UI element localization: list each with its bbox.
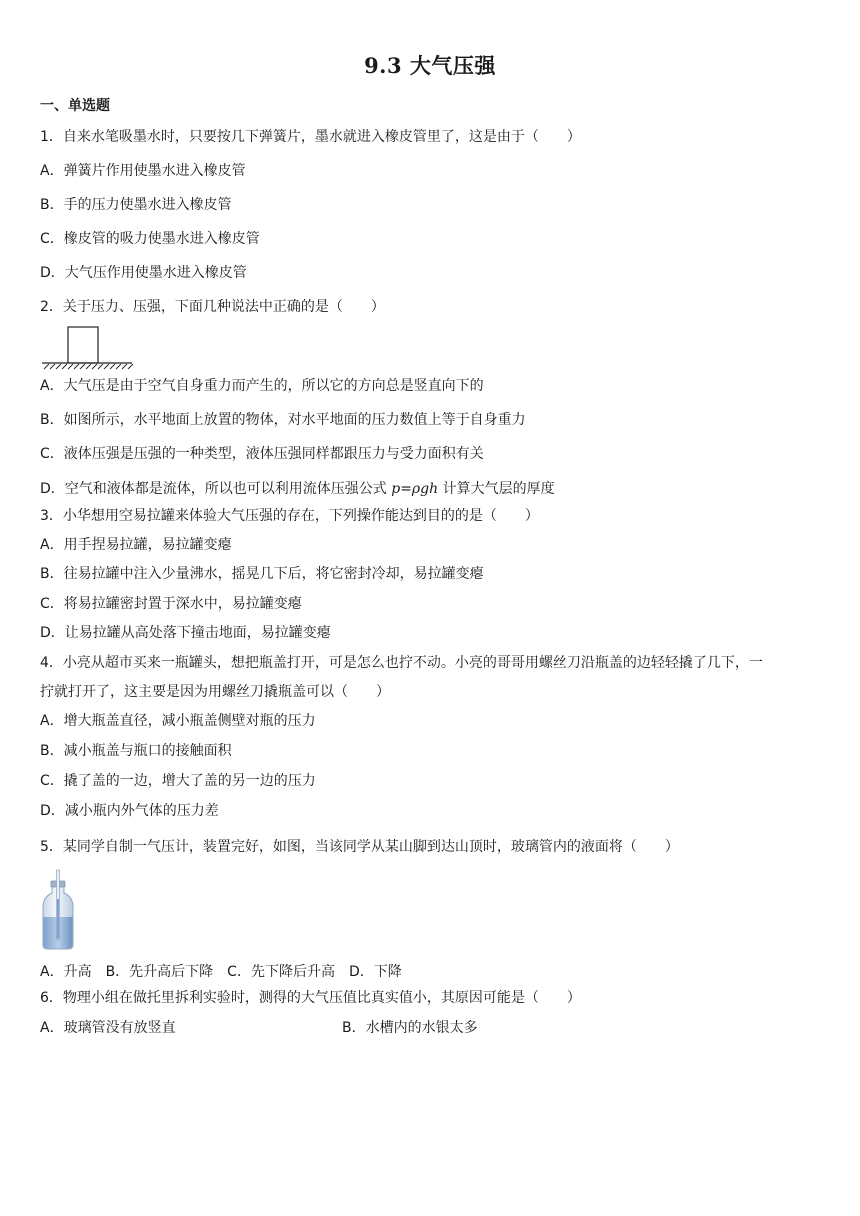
homemade-barometer-figure bbox=[40, 869, 76, 951]
page-title: 9.3 大气压强 bbox=[364, 53, 496, 78]
question-4-option-a: A．增大瓶盖直径，减小瓶盖侧壁对瓶的压力 bbox=[40, 713, 316, 729]
question-1-option-c: C．橡皮管的吸力使墨水进入橡皮管 bbox=[40, 231, 260, 247]
block-on-ground-figure bbox=[40, 324, 134, 370]
question-2-option-a: A．大气压是由于空气自身重力而产生的，所以它的方向总是竖直向下的 bbox=[40, 378, 484, 394]
question-2-option-b: B．如图所示，水平地面上放置的物体，对水平地面的压力数值上等于自身重力 bbox=[40, 412, 526, 428]
question-2-option-d-tail: 计算大气层的厚度 bbox=[438, 481, 555, 497]
question-4-option-c: C．撬了盖的一边，增大了盖的另一边的压力 bbox=[40, 773, 316, 789]
question-1-stem: 1．自来水笔吸墨水时，只要按几下弹簧片，墨水就进入橡皮管里了，这是由于（ ） bbox=[40, 129, 581, 145]
question-1-option-d: D．大气压作用使墨水进入橡皮管 bbox=[40, 265, 247, 281]
question-1-option-b: B．手的压力使墨水进入橡皮管 bbox=[40, 197, 232, 213]
pressure-formula: p=ρgh bbox=[391, 481, 439, 497]
question-2-option-c: C．液体压强是压强的一种类型，液体压强同样都跟压力与受力面积有关 bbox=[40, 446, 484, 462]
question-5-options: A．升高 B．先升高后下降 C．先下降后升高 D．下降 bbox=[40, 964, 402, 980]
question-4-option-b: B．减小瓶盖与瓶口的接触面积 bbox=[40, 743, 232, 759]
question-5-stem: 5．某同学自制一气压计，装置完好，如图，当该同学从某山脚到达山顶时，玻璃管内的液面将（ ） bbox=[40, 839, 679, 855]
question-4-stem-line-1: 4．小亮从超市买来一瓶罐头，想把瓶盖打开，可是怎么也拧不动。小亮的哥哥用螺丝刀沿瓶盖的边轻轻撬了几下，一 bbox=[40, 655, 763, 671]
question-3-option-d: D．让易拉罐从高处落下撞击地面，易拉罐变瘪 bbox=[40, 625, 331, 641]
question-3-stem: 3．小华想用空易拉罐来体验大气压强的存在，下列操作能达到目的的是（ ） bbox=[40, 508, 539, 524]
question-2-option-d bbox=[40, 480, 555, 498]
question-6-option-a: A．玻璃管没有放竖直 bbox=[40, 1020, 176, 1036]
question-3-option-b: B．往易拉罐中注入少量沸水，摇晃几下后，将它密封冷却，易拉罐变瘪 bbox=[40, 566, 484, 582]
question-3-option-c: C．将易拉罐密封置于深水中，易拉罐变瘪 bbox=[40, 596, 302, 612]
question-2-option-d-text: D．空气和液体都是流体，所以也可以利用流体压强公式 bbox=[40, 481, 392, 497]
section-heading: 一、单选题 bbox=[40, 98, 110, 114]
question-6-stem: 6．物理小组在做托里拆利实验时，测得的大气压值比真实值小，其原因可能是（ ） bbox=[40, 990, 581, 1006]
question-1-option-a: A．弹簧片作用使墨水进入橡皮管 bbox=[40, 163, 246, 179]
question-2-stem: 2．关于压力、压强，下面几种说法中正确的是（ ） bbox=[40, 299, 385, 315]
question-4-stem-line-2: 拧就打开了，这主要是因为用螺丝刀撬瓶盖可以（ ） bbox=[40, 684, 390, 700]
question-4-option-d: D．减小瓶内外气体的压力差 bbox=[40, 803, 219, 819]
question-3-option-a: A．用手捏易拉罐，易拉罐变瘪 bbox=[40, 537, 232, 553]
question-6-option-b: B．水槽内的水银太多 bbox=[342, 1020, 478, 1036]
